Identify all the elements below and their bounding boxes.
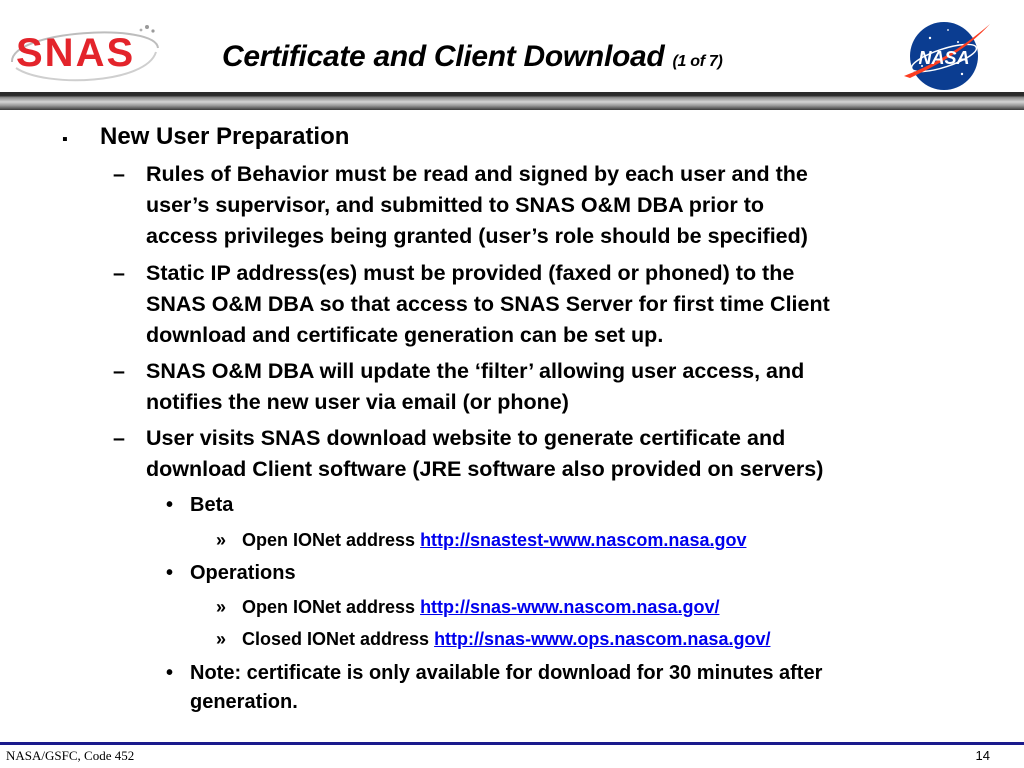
square-bullet: ▪: [62, 131, 68, 148]
nasa-logo-text: NASA: [918, 48, 970, 68]
download-line-1: User visits SNAS download website to generate certificate and: [146, 426, 786, 450]
note-line-2: generation.: [190, 691, 298, 713]
filter-line-1: SNAS O&M DBA will update the ‘filter’ allowing user access, and: [146, 359, 805, 383]
page-number: 14: [975, 748, 990, 763]
footer-divider: [0, 742, 1024, 745]
download-line-2: download Client software (JRE software also provided on servers): [146, 457, 824, 481]
beta-label: Beta: [190, 494, 234, 516]
beta-open-ionet-label: Open IONet address: [242, 530, 421, 550]
dot-bullet: •: [166, 494, 174, 516]
rules-line-3: access privileges being granted (user’s role should be specified): [146, 224, 808, 248]
beta-open-ionet: [242, 530, 746, 551]
slide-title-page-count: (1 of 7): [672, 53, 723, 70]
operations-label: Operations: [190, 562, 296, 584]
ops-closed-ionet: [242, 629, 770, 650]
section-heading: New User Preparation: [100, 123, 350, 150]
raquo-bullet: »: [216, 629, 227, 649]
ops-open-ionet-label: Open IONet address: [242, 597, 421, 617]
rules-line-2: user’s supervisor, and submitted to SNAS O&M DBA prior to: [146, 193, 765, 217]
raquo-bullet: »: [216, 530, 227, 550]
dot-bullet: •: [166, 662, 174, 684]
static-ip-line-1: Static IP address(es) must be provided (faxed or phoned) to the: [146, 261, 795, 285]
ops-open-ionet: [242, 597, 719, 618]
static-ip-line-3: download and certificate generation can be set up.: [146, 323, 664, 347]
filter-line-2: notifies the new user via email (or phone): [146, 390, 569, 414]
static-ip-line-2: SNAS O&M DBA so that access to SNAS Server for first time Client: [146, 292, 830, 316]
ops-closed-ionet-label: Closed IONet address: [242, 629, 435, 649]
ops-open-ionet-link[interactable]: http://snas-www.nascom.nasa.gov/: [420, 597, 720, 617]
snas-logo-text: SNAS: [16, 31, 136, 75]
rules-line-1: Rules of Behavior must be read and signed by each user and the: [146, 162, 808, 186]
dot-bullet: •: [166, 562, 174, 584]
dash-bullet: –: [113, 426, 125, 450]
beta-open-ionet-link[interactable]: http://snastest-www.nascom.nasa.gov: [420, 530, 747, 550]
slide-title-main: Certificate and Client Download: [222, 40, 665, 73]
dash-bullet: –: [113, 359, 125, 383]
ops-closed-ionet-link[interactable]: http://snas-www.ops.nascom.nasa.gov/: [434, 629, 771, 649]
raquo-bullet: »: [216, 597, 227, 617]
note-line-1: Note: certificate is only available for download for 30 minutes after: [190, 662, 823, 684]
dash-bullet: –: [113, 162, 125, 186]
footer-org-code: NASA/GSFC, Code 452: [6, 748, 135, 763]
dash-bullet: –: [113, 261, 125, 285]
